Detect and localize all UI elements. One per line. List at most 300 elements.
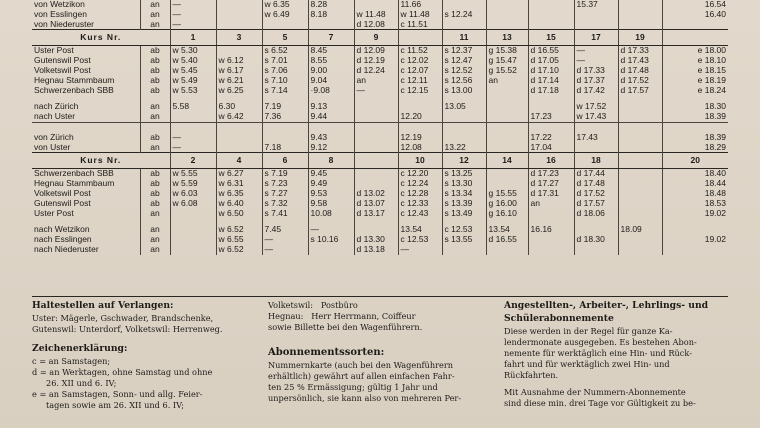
arr-dep-marker: an — [140, 10, 170, 20]
time-cell: 13.05 — [442, 102, 486, 112]
arr-dep-marker: ab — [140, 76, 170, 86]
time-cell: e 18.10 — [662, 56, 728, 66]
time-cell — [618, 169, 662, 179]
time-cell — [354, 225, 398, 235]
time-cell — [662, 20, 728, 30]
stop-name: Schwerzenbach SBB — [34, 85, 114, 95]
time-cell: d 12.09 — [354, 46, 398, 56]
abo-line-3: ten 25 % Ermässigung; gültig 1 Jahr und — [268, 382, 438, 392]
zeichen-d: d = an Werktagen, ohne Samstag und ohne — [32, 367, 213, 377]
time-cell: 18.48 — [662, 189, 728, 199]
time-cell: c 12.24 — [398, 179, 442, 189]
time-cell — [354, 133, 398, 143]
time-cell: 17.23 — [528, 112, 574, 122]
time-cell — [528, 0, 574, 10]
time-cell: e 18.15 — [662, 66, 728, 76]
empty-cell — [618, 122, 662, 132]
vk-label: Volketswil: — [268, 300, 314, 310]
halt-gutenswil: Gutenswil: Unterdorf, Volketswil: Herrenweg. — [32, 324, 223, 334]
time-cell — [486, 179, 528, 189]
time-cell — [662, 225, 728, 235]
notes-column-middle — [268, 300, 498, 404]
time-cell: — — [170, 133, 216, 143]
time-cell: an — [486, 76, 528, 86]
time-cell — [528, 20, 574, 30]
time-cell: d 17.05 — [528, 56, 574, 66]
table-row — [32, 46, 728, 56]
empty-cell — [216, 122, 262, 132]
table-row — [32, 199, 728, 209]
time-cell: s 13.55 — [442, 235, 486, 245]
time-cell: d 17.52 — [574, 189, 618, 199]
empty-cell — [262, 122, 308, 132]
time-cell: 18.09 — [618, 225, 662, 235]
empty-cell — [662, 122, 728, 132]
hg-value: Herr Herrmann, Coiffeur — [311, 311, 416, 321]
empty-cell — [442, 122, 486, 132]
time-cell: e 18.19 — [662, 76, 728, 86]
time-cell: w 6.49 — [262, 10, 308, 20]
zeichen-c: c = an Samstagen; — [32, 356, 111, 366]
kurs-number: 13 — [486, 30, 528, 46]
time-cell: w 5.53 — [170, 86, 216, 96]
time-cell — [486, 20, 528, 30]
time-cell — [486, 112, 528, 122]
time-cell: w 6.35 — [262, 0, 308, 10]
ang-line-2: lendermonate ausgegeben. Es bestehen Abon- — [504, 337, 697, 347]
time-cell: g 15.38 — [486, 46, 528, 56]
stop-name: nach Wetzikon — [34, 225, 90, 235]
time-cell — [442, 133, 486, 143]
time-cell: w 6.50 — [216, 209, 262, 219]
stop-name: Gutenswil Post — [34, 56, 91, 66]
time-cell — [618, 179, 662, 189]
time-cell: 9.43 — [308, 133, 354, 143]
time-cell: c 11.52 — [398, 46, 442, 56]
kurs-label: Kurs Nr. — [32, 30, 170, 46]
time-cell: — — [262, 235, 308, 245]
time-cell: w 11.48 — [398, 10, 442, 20]
stop-name: nach Uster — [34, 112, 76, 122]
kurs-label: Kurs Nr. — [32, 153, 170, 169]
time-cell: d 17.27 — [528, 179, 574, 189]
time-cell — [442, 245, 486, 255]
time-cell: w 6.21 — [216, 76, 262, 86]
ang-line-5: Rückfahrten. — [504, 370, 559, 380]
abo-heading: Abonnementssorten: — [268, 347, 385, 358]
time-cell: s 7.23 — [262, 179, 308, 189]
time-cell: 18.30 — [662, 102, 728, 112]
time-cell — [354, 0, 398, 10]
time-cell: an — [354, 76, 398, 86]
ang-line-4: fahrt und für werktäglich zwei Hin- und — [504, 359, 670, 369]
time-cell: 12.20 — [398, 112, 442, 122]
time-cell: — — [574, 46, 618, 56]
time-cell: w 5.55 — [170, 169, 216, 179]
empty-cell — [170, 218, 216, 225]
time-cell — [528, 245, 574, 255]
zeichen-heading: Zeichenerklärung: — [32, 343, 128, 354]
ang-heading-2: Schülerabonnemente — [504, 313, 614, 324]
time-cell: 7.18 — [262, 143, 308, 153]
time-cell: 12.19 — [398, 133, 442, 143]
empty-cell — [308, 122, 354, 132]
empty-cell — [662, 218, 728, 225]
empty-cell — [262, 95, 308, 102]
time-cell: w 6.35 — [216, 189, 262, 199]
time-cell — [442, 20, 486, 30]
empty-cell — [662, 95, 728, 102]
time-cell: g 16.00 — [486, 199, 528, 209]
time-cell — [618, 209, 662, 219]
empty-cell — [528, 122, 574, 132]
time-cell: w 5.30 — [170, 46, 216, 56]
empty-cell — [398, 122, 442, 132]
time-cell: 17.22 — [528, 133, 574, 143]
arr-dep-marker: ab — [140, 189, 170, 199]
empty-cell — [216, 218, 262, 225]
time-cell: w 6.55 — [216, 235, 262, 245]
time-cell: w 6.52 — [216, 245, 262, 255]
arr-dep-marker: ab — [140, 46, 170, 56]
time-cell: 9.45 — [308, 169, 354, 179]
time-cell: — — [170, 0, 216, 10]
time-cell: an — [528, 199, 574, 209]
arr-dep-marker: an — [140, 20, 170, 30]
time-cell — [618, 112, 662, 122]
empty-cell — [574, 95, 618, 102]
time-cell: c 12.11 — [398, 76, 442, 86]
table-row — [32, 10, 728, 20]
time-cell — [486, 245, 528, 255]
time-cell — [398, 102, 442, 112]
time-cell — [574, 10, 618, 20]
time-cell: c 11.51 — [398, 20, 442, 30]
stop-name: nach Niederuster — [34, 244, 99, 254]
time-cell — [618, 189, 662, 199]
time-cell: — — [354, 86, 398, 96]
halt-heading: Haltestellen auf Verlangen: — [32, 300, 174, 311]
halt-uster: Uster: Mägerle, Gschwader, Brandschenke, — [32, 313, 214, 323]
timetable — [32, 0, 728, 255]
empty-cell — [354, 95, 398, 102]
notes-section — [32, 300, 732, 428]
time-cell — [354, 179, 398, 189]
arr-dep-marker: ab — [140, 199, 170, 209]
stop-name: Schwerzenbach SBB — [34, 168, 114, 179]
empty-cell — [398, 95, 442, 102]
time-cell: w 5.40 — [170, 56, 216, 66]
time-cell: d 17.23 — [528, 169, 574, 179]
kurs-number: 18 — [574, 153, 618, 169]
time-cell: 8.18 — [308, 10, 354, 20]
time-cell: w 5.59 — [170, 179, 216, 189]
kurs-header-row — [32, 30, 728, 46]
zeichen-e-cont: tagen sowie am 26. XII und 6. IV; — [46, 400, 184, 410]
time-cell: g 15.47 — [486, 56, 528, 66]
kurs-number: 16 — [528, 153, 574, 169]
empty-cell — [528, 218, 574, 225]
time-cell: s 10.16 — [308, 235, 354, 245]
time-cell: d 17.43 — [618, 56, 662, 66]
time-cell: g 16.10 — [486, 209, 528, 219]
arr-dep-marker: ab — [140, 56, 170, 66]
time-cell: 9.12 — [308, 143, 354, 153]
billette-line: sowie Billette bei den Wagenführern. — [268, 322, 423, 332]
time-cell: d 13.17 — [354, 209, 398, 219]
kurs-number: 3 — [216, 30, 262, 46]
time-cell: 12.08 — [398, 143, 442, 153]
time-cell: 13.54 — [398, 225, 442, 235]
time-cell: w 6.08 — [170, 199, 216, 209]
kurs-number: 19 — [618, 30, 662, 46]
time-cell — [170, 235, 216, 245]
empty-cell — [486, 95, 528, 102]
time-cell — [618, 133, 662, 143]
kurs-number — [618, 153, 662, 169]
stop-name: nach Zürich — [34, 102, 79, 112]
time-cell — [442, 0, 486, 10]
time-cell: 18.39 — [662, 133, 728, 143]
ang-heading: Angestellten-, Arbeiter-, Lehrlings- und — [504, 300, 709, 311]
time-cell: w 5.45 — [170, 66, 216, 76]
empty-cell — [170, 95, 216, 102]
time-cell: d 17.52 — [618, 76, 662, 86]
kurs-number: 5 — [262, 30, 308, 46]
empty-cell — [486, 122, 528, 132]
table-row — [32, 66, 728, 76]
arr-dep-marker: an — [140, 225, 170, 235]
table-row — [32, 209, 728, 219]
time-cell: 18.29 — [662, 143, 728, 153]
arr-dep-marker: ab — [140, 169, 170, 179]
time-cell: s 12.24 — [442, 10, 486, 20]
empty-cell — [528, 95, 574, 102]
empty-cell — [216, 95, 262, 102]
time-cell: 9.04 — [308, 76, 354, 86]
kurs-number: 12 — [442, 153, 486, 169]
table-row — [32, 245, 728, 255]
time-cell: w 17.52 — [574, 102, 618, 112]
arr-dep-marker: an — [140, 245, 170, 255]
time-cell: c 12.28 — [398, 189, 442, 199]
kurs-number: 4 — [216, 153, 262, 169]
time-cell: s 13.25 — [442, 169, 486, 179]
time-cell: 7.19 — [262, 102, 308, 112]
notes-column-right — [504, 300, 732, 409]
separator-row — [32, 122, 728, 132]
time-cell: 18.53 — [662, 199, 728, 209]
time-cell: w 6.12 — [216, 56, 262, 66]
empty-cell — [618, 218, 662, 225]
empty-cell — [442, 95, 486, 102]
spacer-row — [32, 218, 728, 225]
time-cell: w 6.17 — [216, 66, 262, 76]
time-cell: d 17.44 — [574, 169, 618, 179]
time-cell: s 7.41 — [262, 209, 308, 219]
time-cell: d 18.06 — [574, 209, 618, 219]
spacer-row — [32, 95, 728, 102]
time-cell: c 12.02 — [398, 56, 442, 66]
time-cell: 18.44 — [662, 179, 728, 189]
time-cell: s 13.30 — [442, 179, 486, 189]
arr-dep-marker: an — [140, 209, 170, 219]
empty-cell — [398, 218, 442, 225]
section-rule — [32, 296, 728, 297]
kurs-number: 7 — [308, 30, 354, 46]
time-cell: s 7.19 — [262, 169, 308, 179]
time-cell: 9.58 — [308, 199, 354, 209]
time-cell — [216, 46, 262, 56]
time-cell: 9.49 — [308, 179, 354, 189]
time-cell: 8.45 — [308, 46, 354, 56]
time-cell: s 12.56 — [442, 76, 486, 86]
empty-cell — [32, 95, 140, 102]
notes-column-left — [32, 300, 262, 411]
time-cell: — — [262, 245, 308, 255]
time-cell — [528, 102, 574, 112]
table-row — [32, 133, 728, 143]
empty-cell — [574, 218, 618, 225]
zeichen-d-cont: 26. XII und 6. IV; — [46, 378, 117, 388]
table-row — [32, 179, 728, 189]
time-cell: s 7.27 — [262, 189, 308, 199]
kurs-number: 17 — [574, 30, 618, 46]
time-cell: 18.40 — [662, 169, 728, 179]
arr-dep-marker: an — [140, 102, 170, 112]
hg-label: Hegnau: — [268, 311, 304, 321]
arr-dep-marker: an — [140, 0, 170, 10]
time-cell: — — [170, 143, 216, 153]
kurs-number: 10 — [398, 153, 442, 169]
time-cell: d 16.55 — [528, 46, 574, 56]
time-cell: d 17.14 — [528, 76, 574, 86]
time-cell — [618, 0, 662, 10]
time-cell: d 12.08 — [354, 20, 398, 30]
time-cell — [618, 20, 662, 30]
time-cell: 9.00 — [308, 66, 354, 76]
kurs-number: 6 — [262, 153, 308, 169]
time-cell: c 12.07 — [398, 66, 442, 76]
empty-cell — [262, 218, 308, 225]
empty-cell — [170, 122, 216, 132]
kurs-number: 8 — [308, 153, 354, 169]
abo-line-2: erhältlich) gewährt auf allen einfachen Fahr- — [268, 371, 455, 381]
time-cell — [486, 10, 528, 20]
empty-cell — [486, 218, 528, 225]
time-cell: w 11.48 — [354, 10, 398, 20]
time-cell: d 17.42 — [574, 86, 618, 96]
time-cell: c 12.53 — [398, 235, 442, 245]
empty-cell — [140, 218, 170, 225]
time-cell: d 17.31 — [528, 189, 574, 199]
ang-line-3: nemente für werktäglich eine Hin- und Rück- — [504, 348, 692, 358]
time-cell: w 6.27 — [216, 169, 262, 179]
stop-name: Uster Post — [34, 208, 74, 218]
time-cell — [662, 245, 728, 255]
ang-line-7: sind diese min. drei Tage vor Gültigkeit zu be- — [504, 398, 696, 408]
time-cell — [486, 169, 528, 179]
stop-name: nach Esslingen — [34, 235, 92, 245]
time-cell: g 15.55 — [486, 189, 528, 199]
time-cell: w 6.40 — [216, 199, 262, 209]
time-cell — [262, 20, 308, 30]
time-cell: s 7.32 — [262, 199, 308, 209]
stop-name: Volketswil Post — [34, 65, 91, 75]
time-cell: d 16.55 — [486, 235, 528, 245]
time-cell: w 17.43 — [574, 112, 618, 122]
time-cell: 10.08 — [308, 209, 354, 219]
time-cell — [216, 143, 262, 153]
time-cell: s 6.52 — [262, 46, 308, 56]
arr-dep-marker: ab — [140, 66, 170, 76]
time-cell: 11.66 — [398, 0, 442, 10]
time-cell: d 17.48 — [574, 179, 618, 189]
time-cell: w 6.52 — [216, 225, 262, 235]
time-cell: — — [308, 225, 354, 235]
table-row — [32, 112, 728, 122]
kurs-number: 1 — [170, 30, 216, 46]
time-cell: 18.39 — [662, 112, 728, 122]
time-cell: — — [170, 10, 216, 20]
time-cell — [354, 169, 398, 179]
time-cell — [262, 133, 308, 143]
time-cell — [216, 133, 262, 143]
time-cell: d 17.37 — [574, 76, 618, 86]
empty-cell — [32, 218, 140, 225]
time-cell: 16.54 — [662, 0, 728, 10]
time-cell: 15.37 — [574, 0, 618, 10]
time-cell — [170, 112, 216, 122]
time-cell — [618, 199, 662, 209]
time-cell: d 17.10 — [528, 66, 574, 76]
empty-cell — [618, 95, 662, 102]
arr-dep-marker: an — [140, 235, 170, 245]
time-cell: d 12.19 — [354, 56, 398, 66]
time-cell — [486, 0, 528, 10]
time-cell — [486, 86, 528, 96]
table-row — [32, 235, 728, 245]
ang-line-1: Diese werden in der Regel für ganze Ka- — [504, 326, 673, 336]
time-cell: w 6.31 — [216, 179, 262, 189]
empty-cell — [140, 122, 170, 132]
time-cell: s 7.14 — [262, 86, 308, 96]
time-cell: 8.55 — [308, 56, 354, 66]
time-cell — [170, 245, 216, 255]
table-row — [32, 76, 728, 86]
table-row — [32, 86, 728, 96]
time-cell — [354, 143, 398, 153]
kurs-number: 9 — [354, 30, 398, 46]
time-cell: — — [398, 245, 442, 255]
time-cell — [442, 112, 486, 122]
stop-name: von Zürich — [34, 132, 74, 142]
time-cell: s 12.37 — [442, 46, 486, 56]
time-cell — [528, 235, 574, 245]
time-cell: c 12.20 — [398, 169, 442, 179]
time-cell — [216, 20, 262, 30]
empty-cell — [140, 95, 170, 102]
table-row — [32, 143, 728, 153]
time-cell: ·9.08 — [308, 86, 354, 96]
time-cell: d 13.07 — [354, 199, 398, 209]
time-cell: 16.40 — [662, 10, 728, 20]
time-cell: 8.28 — [308, 0, 354, 10]
arr-dep-marker: ab — [140, 133, 170, 143]
time-cell: w 6.42 — [216, 112, 262, 122]
time-cell: d 13.02 — [354, 189, 398, 199]
time-cell — [354, 102, 398, 112]
